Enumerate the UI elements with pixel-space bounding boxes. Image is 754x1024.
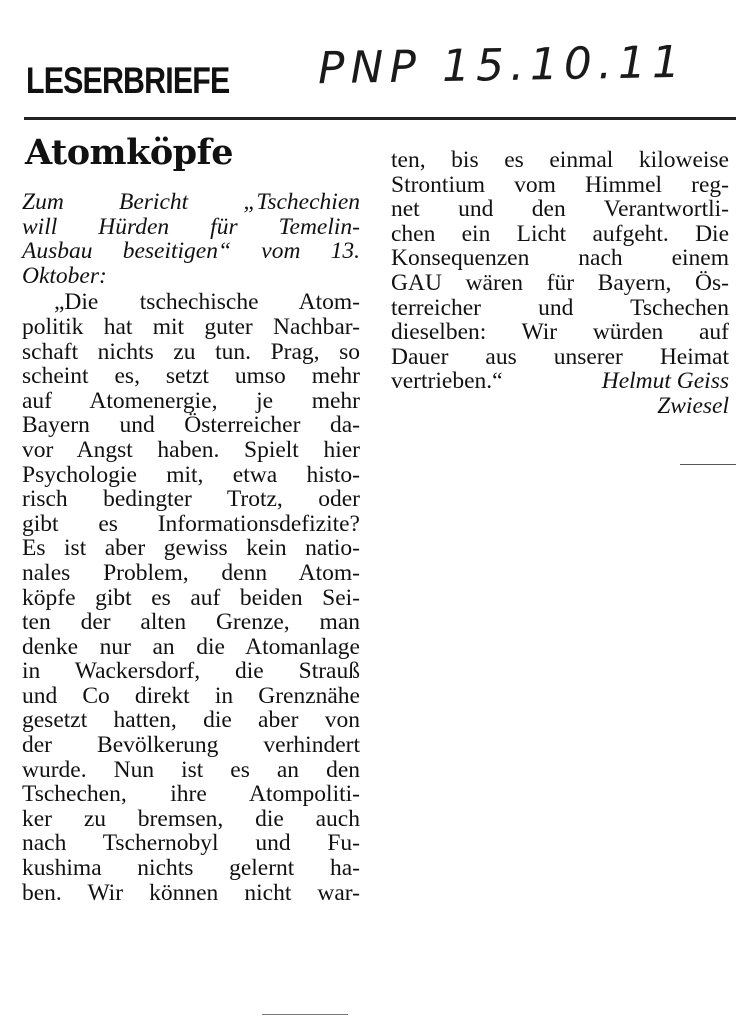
body-line: und Co direkt in Grenznähe bbox=[22, 682, 360, 709]
body-line: net und den Verantwortli- bbox=[391, 196, 729, 223]
body-line: dieselben: Wir würden auf bbox=[391, 319, 729, 346]
closing-line bbox=[391, 369, 729, 394]
body-line: ker zu bremsen, die auch bbox=[22, 805, 360, 832]
body-line: ten, bis es einmal kiloweise bbox=[391, 147, 729, 173]
closing-text: vertrieben.“ bbox=[391, 368, 503, 395]
body-line: schaft nichts zu tun. Prag, so bbox=[22, 338, 360, 365]
body-line: Bayern und Österreicher da- bbox=[22, 412, 360, 439]
body-line: vor Angst haben. Spielt hier bbox=[22, 436, 360, 463]
page-bottom-rule bbox=[262, 1014, 348, 1015]
body-line: denke nur an die Atomanlage bbox=[22, 633, 360, 660]
body-line: politik hat mit guter Nachbar- bbox=[22, 313, 360, 340]
end-of-letter-rule bbox=[680, 464, 736, 465]
intro-line: Oktober: bbox=[22, 262, 107, 289]
header-rule bbox=[24, 117, 736, 120]
section-header: LESERBRIEFE bbox=[26, 60, 230, 101]
body-line: Konsequenzen nach einem bbox=[391, 245, 729, 272]
body-line: ben. Wir können nicht war- bbox=[22, 879, 360, 906]
letter-body-left bbox=[22, 290, 360, 905]
body-line: gesetzt hatten, die aber von bbox=[22, 707, 360, 734]
body-line: terreicher und Tschechen bbox=[391, 294, 729, 321]
intro-line: will Hürden für Temelin- bbox=[22, 213, 360, 240]
body-line: Dauer aus unserer Heimat bbox=[391, 343, 729, 370]
handwritten-date-note: PNP 15.10.11 bbox=[317, 36, 687, 95]
body-line: Tschechen, ihre Atompoliti- bbox=[22, 781, 360, 808]
body-line: in Wackersdorf, die Strauß bbox=[22, 658, 360, 685]
author-city-line bbox=[391, 394, 729, 419]
body-line: köpfe gibt es auf beiden Sei- bbox=[22, 584, 360, 611]
body-line: gibt es Informationsdefizite? bbox=[22, 510, 360, 537]
body-line: GAU wären für Bayern, Ös- bbox=[391, 269, 729, 296]
body-line: auf Atomenergie, je mehr bbox=[22, 387, 360, 414]
right-column bbox=[391, 148, 729, 419]
left-column bbox=[22, 190, 360, 905]
body-line: Psychologie mit, etwa histo- bbox=[22, 461, 360, 488]
intro-line: Zum Bericht „Tschechien bbox=[22, 189, 360, 215]
author-name: Helmut Geiss bbox=[601, 368, 729, 395]
article-title: Atomköpfe bbox=[25, 132, 233, 173]
body-line: chen ein Licht aufgeht. Die bbox=[391, 220, 729, 247]
body-line: Es ist aber gewiss kein natio- bbox=[22, 535, 360, 562]
author-city: Zwiesel bbox=[657, 392, 729, 419]
body-line: risch bedingter Trotz, oder bbox=[22, 486, 360, 513]
body-line: Strontium vom Himmel reg- bbox=[391, 171, 729, 198]
article-intro bbox=[22, 190, 360, 288]
intro-line: Ausbau beseitigen“ vom 13. bbox=[22, 238, 360, 265]
body-line: ten der alten Grenze, man bbox=[22, 609, 360, 636]
body-line: der Bevölkerung verhindert bbox=[22, 732, 360, 759]
body-line: scheint es, setzt umso mehr bbox=[22, 363, 360, 390]
body-line: nach Tschernobyl und Fu- bbox=[22, 830, 360, 857]
body-line: „Die tschechische Atom- bbox=[54, 289, 360, 316]
body-line: wurde. Nun ist es an den bbox=[22, 756, 360, 783]
body-line: kushima nichts gelernt ha- bbox=[22, 855, 360, 882]
body-line: nales Problem, denn Atom- bbox=[22, 559, 360, 586]
